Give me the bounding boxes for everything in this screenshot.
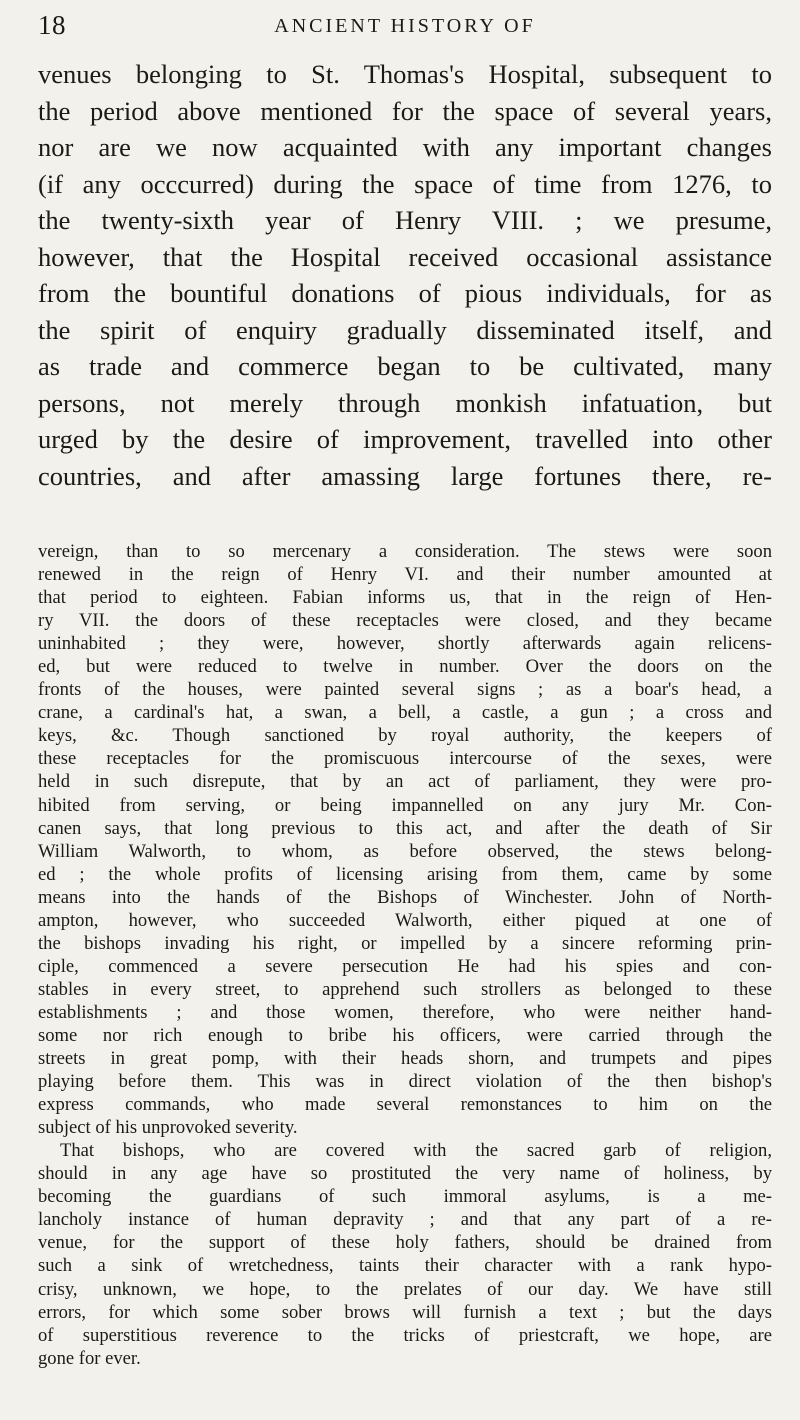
main-text-line: the spirit of enquiry gradually disseminated itself, and [38,314,772,345]
footnote-line: should in any age have so prostituted the very name of holiness, by [38,1163,772,1185]
footnote-line: establishments ; and those women, therefore, who were neither hand- [38,1001,772,1023]
running-head [38,0,772,56]
footnote-line: ampton, however, who succeeded Walworth, either piqued at one of [38,909,772,931]
footnote-line: stables in every street, to apprehend such strollers as belonged to these [38,978,772,1000]
footnote-line: keys, &c. Though sanctioned by royal authority, the keepers of [38,725,772,747]
main-text-line: countries, and after amassing large fortunes there, re- [38,460,772,491]
footnote-line: means into the hands of the Bishops of Winchester. John of North- [38,886,772,908]
footnote-line: streets in great pomp, with their heads shorn, and trumpets and pipes [38,1048,772,1070]
footnote-line: crisy, unknown, we hope, to the prelates of our day. We have still [38,1278,772,1300]
footnote-line: renewed in the reign of Henry VI. and their number amounted at [38,564,772,586]
footnote-line: ry VII. the doors of these receptacles were closed, and they became [38,610,772,632]
footnote [38,540,772,1370]
footnote-line: vereign, than to so mercenary a consideration. The stews were soon [38,541,772,562]
footnote-line: playing before them. This was in direct violation of the then bishop's [38,1071,772,1093]
footnote-line: crane, a cardinal's hat, a swan, a bell, a castle, a gun ; a cross and [38,702,772,724]
main-text-line: the period above mentioned for the space of several years, [38,95,772,126]
footnote-line: That bishops, who are covered with the sacred garb of religion, [60,1140,772,1162]
footnote-line: ed ; the whole profits of licensing arising from them, came by some [38,863,772,885]
main-text-line: from the bountiful donations of pious individuals, for as [38,278,772,308]
footnote-line: some nor rich enough to bribe his officers, were carried through the [38,1024,772,1046]
footnote-line: ciple, commenced a severe persecution He had his spies and con- [38,955,772,977]
footnote-line: that period to eighteen. Fabian informs us, that in the reign of Hen- [38,587,772,609]
footnote-line: canen says, that long previous to this act, and after the death of Sir [38,817,772,839]
footnote-line: errors, for which some sober brows will furnish a text ; but the days [38,1301,772,1323]
running-title: ANCIENT HISTORY OF [274,15,536,37]
footnote-line: William Walworth, to whom, as before observed, the stews belong- [38,840,772,862]
footnote-line: these receptacles for the promiscuous intercourse of the sexes, were [38,748,772,770]
footnote-line: of superstitious reverence to the tricks of priestcraft, we hope, are [38,1324,772,1346]
footnote-line: subject of his unprovoked severity. [38,1117,298,1139]
footnote-line: ed, but were reduced to twelve in number. Over the doors on the [38,656,772,678]
main-text-line: the twenty-sixth year of Henry VIII. ; we presume, [38,205,772,235]
footnote-line: express commands, who made several remonstances to him on the [38,1094,772,1116]
footnote-line: held in such disrepute, that by an act of parliament, they were pro- [38,771,772,793]
footnote-line: lancholy instance of human depravity ; and that any part of a re- [38,1209,772,1231]
main-text-line: (if any occcurred) during the space of time from 1276, to [38,168,772,199]
footnote-line: becoming the guardians of such immoral asylums, is a me- [38,1186,772,1208]
footnote-line: such a sink of wretchedness, taints their character with a rank hypo- [38,1255,772,1277]
footnote-line: hibited from serving, or being impannelled on any jury Mr. Con- [38,794,772,816]
footnote-line: gone for ever. [38,1347,141,1369]
footnote-line: venue, for the support of these holy fathers, should be drained from [38,1232,772,1254]
main-text-line: venues belonging to St. Thomas's Hospital, subsequent to [38,59,772,89]
main-text [38,56,772,494]
main-text-line: as trade and commerce began to be cultivated, many [38,351,772,381]
main-text-line: however, that the Hospital received occasional assistance [38,241,772,272]
footnote-line: uninhabited ; they were, however, shortly afterwards again relicens- [38,633,772,655]
footnote-line: the bishops invading his right, or impelled by a sincere reforming prin- [38,932,772,954]
main-text-line: nor are we now acquainted with any important changes [38,132,772,162]
main-text-line: urged by the desire of improvement, travelled into other [38,424,772,454]
page-number: 18 [38,10,66,40]
main-text-line: persons, not merely through monkish infatuation, but [38,387,772,418]
footnote-line: fronts of the houses, were painted several signs ; as a boar's head, a [38,679,772,701]
